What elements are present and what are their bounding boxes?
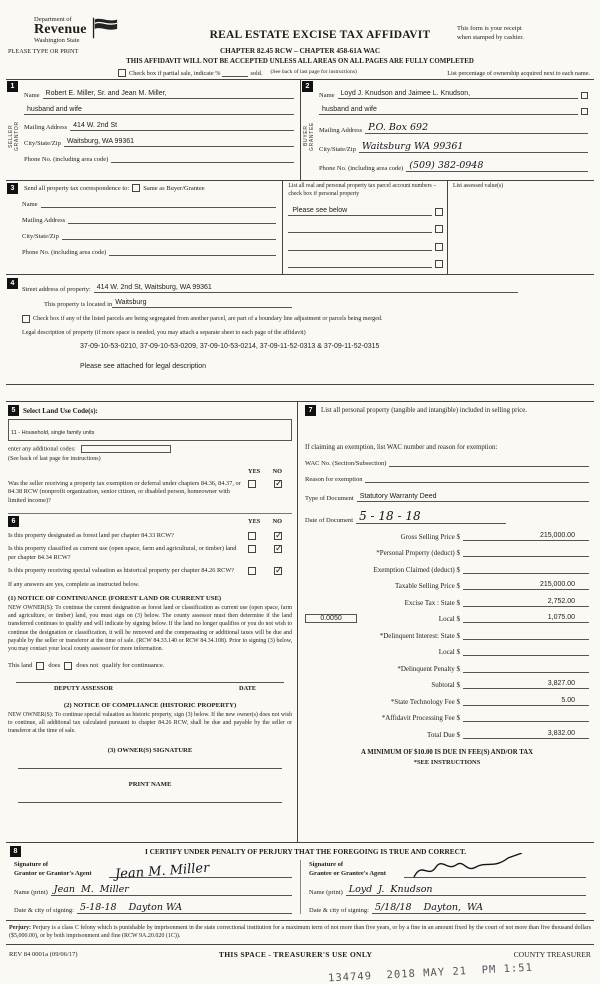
parcel-input-1[interactable]: Please see below (288, 207, 432, 216)
land-use-code-box[interactable] (8, 419, 292, 441)
this-land-label: This land (8, 662, 33, 670)
page-title: REAL ESTATE EXCISE TAX AFFIDAVIT (209, 29, 431, 41)
footer-row (6, 945, 594, 959)
additional-codes-box[interactable] (81, 445, 171, 453)
notice-2-text: NEW OWNER(S): To continue special valuation as historic property, sign (3) below. If the new owner(s) does not wish to continue, all additional tax calculated pursuant to chapter 84.26 RCW, shall be due and payable by the seller or transferor at the time of sale. (8, 711, 293, 735)
grantor-signature-label: Signature of Grantor or Grantor's Agent (14, 861, 92, 878)
subtotal-label: Subtotal $ (431, 681, 460, 690)
delinq-interest-local-label: Local $ (438, 648, 460, 657)
dept-line3: Washington State (34, 37, 80, 44)
seller-section (6, 80, 300, 180)
buyer-name-label: Name (319, 92, 335, 99)
land-use-title: Select Land Use Code(s): (23, 406, 98, 415)
local-rate-box[interactable]: 0.0050 (305, 614, 357, 623)
seller-side-label (8, 95, 20, 177)
perjury-text: Perjury is a class C felony which is punishable by imprisonment in the state correctional institution for a maximum term of not more than five years, or by a fine in an amount fixed by the court of not more than five thousand dollars ($5,000.00), or by both imprisonment and fine (RCW 9A.20.020 (1C)). (9, 925, 592, 940)
reason-row (305, 474, 589, 483)
dor-logo-text (34, 16, 87, 44)
sec6-question-1-text: Is this property designated as forest land per chapter 84.33 RCW? (8, 531, 174, 539)
form-header (6, 16, 594, 44)
receipt-line2: when stamped by cashier. (457, 33, 524, 41)
forest-land-section (8, 513, 292, 803)
fee-row-personal (305, 548, 589, 557)
reason-input[interactable] (365, 474, 589, 483)
dor-logo (8, 16, 183, 44)
rev-number: REV 84 0001a (09/06/17) (9, 951, 78, 959)
same-as-buyer-label: Same as Buyer/Grantee (143, 184, 205, 192)
parcel-list[interactable]: 37-09-10-53-0210, 37-09-10-53-0209, 37-09-10-53-0214, 37-09-11-52-0313 & 37-09-11-52-0315 (80, 343, 380, 351)
seller-phone-row (24, 154, 294, 163)
additional-codes-row (8, 445, 292, 453)
does-label: does (48, 662, 61, 670)
exemption-label: If claiming an exemption, list WAC number and reason for exemption: (305, 444, 498, 452)
document-date-label: Date of Document (305, 517, 354, 525)
local-tax-label: Local $ (438, 615, 460, 624)
grantee-signature-area[interactable] (404, 860, 586, 878)
tech-fee-value[interactable]: 5.00 (463, 697, 589, 706)
buyer-phone-row (319, 160, 588, 172)
corr-name-label: Name (22, 201, 38, 208)
sec6-q1-no-checkbox[interactable]: ✓ (275, 530, 283, 541)
title-block (183, 16, 457, 41)
perjury-lead: Perjury: (9, 925, 31, 932)
seller-name-label: Name (24, 92, 40, 99)
wac-input[interactable] (389, 458, 589, 467)
buyer-name-row2 (319, 106, 588, 115)
land-use-header (8, 405, 292, 416)
section-6-badge: 6 (8, 516, 19, 527)
buyer-phone-input[interactable]: (509) 382-0948 (406, 160, 588, 172)
sec6-question-2 (8, 545, 292, 562)
personal-deduct-value[interactable] (463, 548, 589, 557)
street-address-input[interactable]: 414 W. 2nd St, Waitsburg, WA 99361 (94, 284, 518, 293)
grantor-date-row (14, 902, 292, 914)
section-3-badge: 3 (7, 183, 18, 194)
buyer-side-word1: BUYER (303, 125, 309, 147)
left-column (6, 402, 297, 842)
buyer-percent-box-1[interactable] (581, 92, 588, 99)
fee-row-total (305, 730, 589, 739)
delinq-interest-local-value[interactable] (463, 647, 589, 656)
buyer-section (300, 80, 594, 180)
seller-name-input2[interactable]: husband and wife (24, 106, 294, 115)
total-due-label: Total Due $ (427, 730, 460, 739)
chapter-line: CHAPTER 82.45 RCW – CHAPTER 458-61A WAC (219, 47, 381, 55)
fee-row-delinq-penalty (305, 664, 589, 673)
subtotal-value[interactable]: 3,827.00 (463, 680, 589, 689)
print-name-title: PRINT NAME (128, 781, 172, 789)
ownership-note: List percentage of ownership acquired next to each name. (447, 70, 590, 77)
receipt-note (457, 16, 592, 43)
buyer-name-input[interactable]: Loyd J. Knudson and Jaimee L. Knudson, (338, 90, 578, 99)
grantor-name-print-label: Name (print) (14, 889, 48, 897)
street-address-row (22, 284, 588, 293)
grantee-name-print-row (309, 884, 586, 896)
located-in-input[interactable]: Waitsburg (112, 299, 292, 308)
parcel-numbers-header: List all real and personal property tax parcel account numbers – check box if personal property (288, 183, 437, 197)
certify-statement: I CERTIFY UNDER PENALTY OF PERJURY THAT THE FOREGOING IS TRUE AND CORRECT. (144, 847, 467, 857)
sec6-question-3 (8, 567, 292, 575)
additional-codes-label: enter any additional codes: (8, 445, 76, 453)
parcel-input-4[interactable] (288, 259, 432, 268)
seller-phone-input[interactable] (111, 154, 294, 163)
fee-row-delinq-interest-local (305, 647, 589, 656)
corr-name-row (22, 199, 276, 208)
corr-phone-input[interactable] (109, 247, 276, 256)
corr-address-label: Mailing Address (22, 217, 66, 224)
parcel-row-4 (288, 259, 443, 268)
assessed-values-area[interactable] (453, 191, 590, 251)
tax-correspondence-section (6, 181, 594, 275)
seller-address-label: Mailing Address (24, 124, 68, 131)
corr-name-input[interactable] (41, 199, 277, 208)
partial-sale-checkbox[interactable] (118, 69, 126, 77)
document-type-input[interactable]: Statutory Warranty Deed (357, 493, 589, 502)
send-correspondence-row (22, 184, 276, 192)
corr-phone-row (22, 247, 276, 256)
seller-address-row (24, 122, 294, 131)
delinq-interest-state-value[interactable] (463, 631, 589, 640)
total-due-value[interactable]: 3,832.00 (463, 730, 589, 739)
notice-1-title: (1) NOTICE OF CONTINUANCE (FOREST LAND OR CURRENT USE) (8, 595, 222, 603)
partial-sale-percent-blank[interactable] (222, 70, 248, 77)
see-attached-note: Please see attached for legal description (80, 363, 207, 371)
seller-csz-input[interactable]: Waitsburg, WA 99361 (64, 138, 294, 147)
delinq-interest-state-label: *Delinquent Interest: State $ (379, 631, 460, 640)
sec6-no-label: NO (272, 517, 283, 525)
corr-csz-input[interactable] (62, 231, 277, 240)
segregated-label: Check box if any of the listed parcels are being segregated from another parcel, are part of a boundary line adjustment or parcels being merged. (33, 316, 383, 323)
corr-phone-label: Phone No. (including area code) (22, 249, 107, 256)
section-2-badge: 2 (302, 81, 313, 92)
signature-columns (6, 860, 594, 914)
sec6-question-1 (8, 532, 292, 540)
sec5-question-1-text: Was the seller receiving a property tax exemption or deferral under chapters 84.36, 84.37, or 84.38 RCW (nonprofit organization, senior citizen, or disabled person, homeowner with limited income)? (8, 480, 241, 504)
personal-deduct-label: *Personal Property (deduct) $ (376, 549, 460, 558)
sec6-q3-no-checkbox[interactable]: ✓ (275, 565, 283, 576)
personal-property-header (305, 405, 589, 416)
buyer-address-row (319, 122, 588, 134)
grantee-name-print-input[interactable]: Loyd J. Knudson (346, 884, 586, 896)
buyer-address-label: Mailing Address (319, 127, 363, 134)
see-back-note: (See back of last page for instructions) (270, 69, 357, 75)
section-8-badge: 8 (10, 846, 21, 857)
buyer-name-row (319, 90, 588, 99)
perjury-note (6, 921, 594, 945)
deputy-assessor-label: DEPUTY ASSESSOR (54, 684, 114, 692)
correspondence-column (6, 181, 282, 274)
legal-description-label: Legal description of property (if more space is needed, you may attach a separate sheet to each page of the affidavit) (22, 330, 306, 337)
tech-fee-label: *State Technology Fee $ (390, 697, 460, 706)
section-7-badge: 7 (305, 405, 316, 416)
buyer-phone-label: Phone No. (including area code) (319, 165, 404, 172)
warning-line: THIS AFFIDAVIT WILL NOT BE ACCEPTED UNLESS ALL AREAS ON ALL PAGES ARE FULLY COMPLETED (126, 58, 474, 65)
send-correspondence-label: Send all property tax correspondence to: (24, 184, 130, 192)
gross-price-label: Gross Selling Price $ (400, 532, 460, 541)
grantor-signature-area[interactable] (109, 860, 292, 883)
fee-row-subtotal (305, 680, 589, 689)
does-not-checkbox[interactable] (64, 662, 72, 670)
document-date-input[interactable]: 5 - 18 - 18 (356, 509, 506, 524)
notice-1-text: NEW OWNER(S): To continue the current designation as forest land or classification as current use (open space, farm and agriculture, or timber) land, you must sign on (3) below. The county assessor must then determine if the land transferred continues to qualify and will indicate by signing below. If the land no longer qualifies or you do not wish to continue the designation or classification, it will be removed and the compensating or additional taxes will be due and payable by the seller or transferor at the time of sale. (RCW 84.33.140 or RCW 84.34.108). Prior to signing (3) below, you may contact your local county assessor for more information. (8, 605, 293, 652)
subtitle-row (6, 47, 594, 57)
wac-label: WAC No. (Section/Subsection) (305, 460, 387, 468)
document-date-row (305, 509, 589, 524)
personal-property-checkbox-3[interactable] (435, 243, 443, 251)
grantor-date-input[interactable]: 5-18-18 Dayton WA (77, 902, 292, 914)
type-or-print-note: PLEASE TYPE OR PRINT (8, 48, 79, 55)
minimum-fee-note: A MINIMUM OF $10.00 IS DUE IN FEE(S) AND/OR TAX (360, 748, 534, 756)
sec5-q1-yes-checkbox[interactable] (248, 480, 256, 488)
corr-csz-row (22, 231, 276, 240)
dept-line1: Department of (34, 16, 72, 23)
parcel-row-2 (288, 224, 443, 233)
local-tax-value[interactable]: 1,075.00 (463, 614, 589, 623)
wac-row (305, 458, 589, 467)
dept-line2: Revenue (34, 22, 87, 37)
if-yes-note: If any answers are yes, complete as instructed below. (8, 581, 140, 589)
parcel-input-2[interactable] (288, 224, 432, 233)
section-1-badge: 1 (7, 81, 18, 92)
segregated-row (22, 315, 588, 323)
street-address-label: Street address of property: (22, 286, 91, 294)
document-type-row (305, 493, 589, 502)
grantee-date-row (309, 902, 586, 914)
seller-side-word1: SELLER (8, 124, 14, 148)
buyer-side-word2: GRANTEE (309, 121, 315, 151)
grantee-column (300, 860, 594, 914)
gross-price-value[interactable]: 215,000.00 (463, 532, 589, 541)
county-treasurer-label: COUNTY TREASURER (513, 950, 591, 960)
section-4-badge: 4 (7, 278, 18, 289)
certification-section (6, 843, 594, 921)
parcel-input-3[interactable] (288, 242, 432, 251)
see-back-note-2: (See back of last page for instructions) (8, 456, 101, 463)
corr-address-input[interactable] (68, 215, 276, 224)
partial-sale-label: Check box if partial sale, indicate % (129, 70, 221, 77)
property-address-section (6, 275, 594, 385)
sec5-question-1 (8, 480, 292, 505)
buyer-address-input[interactable]: P.O. Box 692 (365, 122, 588, 134)
deputy-date-label: DATE (239, 684, 257, 692)
sec6-q2-no-checkbox[interactable]: ✓ (275, 544, 283, 555)
taxable-price-label: Taxable Selling Price $ (394, 582, 460, 591)
sec6-header (8, 516, 292, 527)
segregated-checkbox[interactable] (22, 315, 30, 323)
document-type-label: Type of Document (305, 495, 354, 503)
seller-name-row2 (24, 106, 294, 115)
fee-row-exemption (305, 565, 589, 574)
personal-property-checkbox-1[interactable] (435, 208, 443, 216)
continuance-qualify-row (8, 662, 292, 670)
sold-label: sold. (250, 70, 263, 77)
received-stamp: 134749 2018 MAY 21 PM 1:51 (327, 961, 534, 984)
grantor-signature: Jean M. Miller (114, 860, 210, 883)
seller-name-input[interactable]: Robert E. Miller, Sr. and Jean M. Miller, (43, 90, 294, 99)
personal-property-checkbox-4[interactable] (435, 260, 443, 268)
delinq-penalty-label: *Delinquent Penalty $ (397, 664, 460, 673)
does-checkbox[interactable] (36, 662, 44, 670)
owner-signature-line[interactable] (18, 754, 282, 769)
dor-flag-icon (91, 16, 119, 40)
does-not-label: does not (76, 662, 99, 670)
grantee-date-input[interactable]: 5/18/18 Dayton, WA (372, 902, 586, 914)
land-use-code-value: 11 - Household, single family units (11, 430, 95, 437)
deputy-assessor-labels (8, 683, 292, 692)
main-columns (6, 401, 594, 843)
grantor-name-print-input[interactable]: Jean M. Miller (51, 884, 292, 896)
exemption-deduct-value[interactable] (463, 565, 589, 574)
sec6-question-2-text: Is this property classified as current use (open space, farm and agricultural, or timber) land per chapter 84.34 RCW? (8, 545, 237, 561)
seller-address-input[interactable]: 414 W. 2nd St (70, 122, 294, 131)
grantee-signature-label: Signature of Grantee or Grantee's Agent (309, 861, 386, 878)
excise-state-label: Excise Tax : State $ (404, 598, 460, 607)
reason-label: Reason for exemption (305, 476, 363, 484)
personal-property-checkbox-2[interactable] (435, 225, 443, 233)
corr-csz-label: City/State/Zip (22, 233, 59, 240)
sec6-question-3-text: Is this property receiving special valuation as historical property per chapter 84.26 RCW? (8, 566, 235, 574)
sec6-q1-yes-checkbox[interactable] (248, 532, 256, 540)
seller-side-word2: GRANTOR (14, 121, 20, 151)
see-instructions-note: *SEE INSTRUCTIONS (413, 758, 481, 766)
corr-address-row (22, 215, 276, 224)
grantee-signature-row (309, 860, 586, 878)
sec6-yes-label: YES (248, 517, 261, 525)
parcel-row-1 (288, 207, 443, 216)
fee-row-tech-fee (305, 697, 589, 706)
processing-fee-label: *Affidavit Processing Fee $ (381, 714, 460, 723)
same-as-buyer-checkbox[interactable] (132, 184, 140, 192)
buyer-csz-label: City/State/Zip (319, 146, 356, 153)
grantee-date-label: Date & city of signing: (309, 907, 369, 915)
assessed-values-column (447, 181, 594, 274)
grantee-signature-scribble (408, 853, 528, 881)
fee-row-excise-state (305, 598, 589, 607)
right-column (297, 402, 594, 842)
fee-row-gross (305, 532, 589, 541)
taxable-price-value[interactable]: 215,000.00 (463, 581, 589, 590)
personal-property-blank-area[interactable] (305, 416, 589, 440)
grantor-date-label: Date & city of signing: (14, 907, 74, 915)
seller-csz-label: City/State/Zip (24, 140, 61, 147)
sec5-no-label: NO (272, 468, 283, 476)
sec6-q3-yes-checkbox[interactable] (248, 567, 256, 575)
parties-block (6, 79, 594, 181)
sec6-q2-yes-checkbox[interactable] (248, 545, 256, 553)
parcel-numbers-column (282, 181, 447, 274)
print-name-line[interactable] (18, 788, 282, 803)
land-use-section (8, 405, 292, 505)
grantee-name-print-label: Name (print) (309, 889, 343, 897)
buyer-side-label (303, 95, 315, 177)
seller-name-row (24, 90, 294, 99)
personal-property-label: List all personal property (tangible and intangible) included in selling price. (321, 407, 527, 415)
treasurer-space-label: THIS SPACE - TREASURER'S USE ONLY (218, 950, 373, 960)
qualify-label: qualify for continuance. (102, 662, 165, 670)
assessed-values-header: List assessed value(s) (452, 183, 504, 189)
receipt-line1: This form is your receipt (457, 25, 522, 32)
buyer-csz-input[interactable]: Waitsburg WA 99361 (359, 141, 588, 153)
excise-state-value[interactable]: 2,752.00 (463, 598, 589, 607)
exemption-deduct-label: Exemption Claimed (deduct) $ (373, 565, 460, 574)
processing-fee-value[interactable] (463, 713, 589, 722)
seller-phone-label: Phone No. (including area code) (24, 156, 109, 163)
fee-row-taxable (305, 581, 589, 590)
parcel-row-3 (288, 242, 443, 251)
sec5-yes-label: YES (248, 468, 261, 476)
sec5-q1-no-checkbox[interactable]: ✓ (275, 479, 283, 490)
grantor-name-print-row (14, 884, 292, 896)
grantor-signature-row (14, 860, 292, 883)
fee-row-delinq-interest-state (305, 631, 589, 640)
partial-sale-row (6, 69, 594, 79)
buyer-csz-row (319, 141, 588, 153)
deputy-assessor-signature-line[interactable] (16, 670, 284, 683)
notice-2-title: (2) NOTICE OF COMPLIANCE (HISTORIC PROPERTY) (63, 701, 237, 709)
buyer-percent-box-2[interactable] (581, 108, 588, 115)
located-in-label: This property is located in (44, 301, 113, 309)
buyer-name-input2[interactable]: husband and wife (319, 106, 578, 115)
section-5-badge: 5 (8, 405, 19, 416)
sec5-yesno-header (8, 468, 292, 475)
grantor-column (6, 860, 300, 914)
owners-signature-title: (3) OWNER(S) SIGNATURE (107, 747, 193, 755)
fee-row-local (305, 614, 589, 623)
seller-csz-row (24, 138, 294, 147)
fee-row-processing-fee (305, 713, 589, 722)
delinq-penalty-value[interactable] (463, 664, 589, 673)
located-in-row (44, 299, 588, 308)
